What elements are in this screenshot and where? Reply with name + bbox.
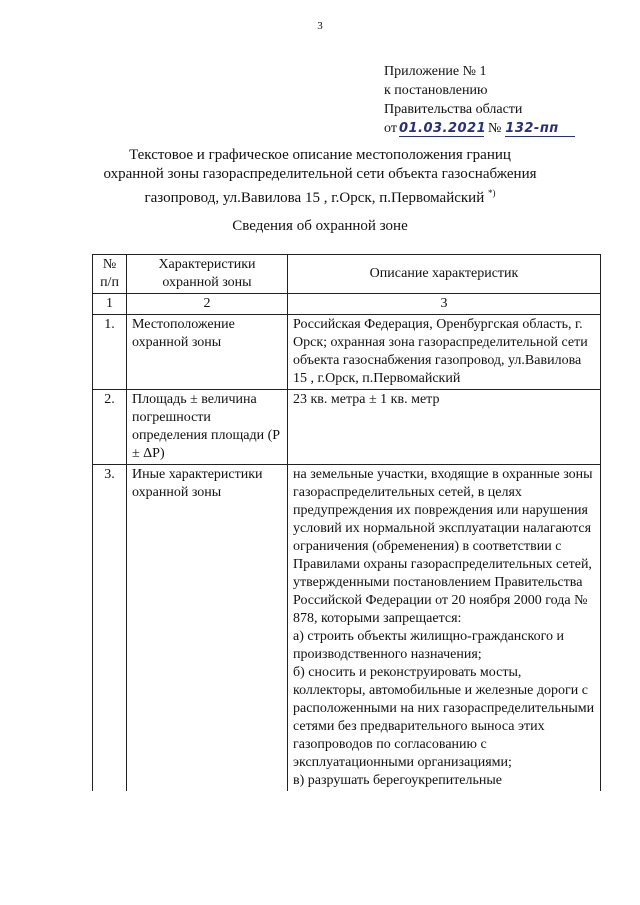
row-characteristic: Площадь ± величина погрешности определения площади (P ± ΔP) xyxy=(127,390,288,465)
appendix-line-1: Приложение № 1 xyxy=(384,64,487,79)
title-line-3-text: газопровод, ул.Вавилова 15 , г.Орск, п.Первомайский xyxy=(144,190,485,206)
header-characteristics: Характеристики охранной зоны xyxy=(127,255,288,294)
index-cell-2: 2 xyxy=(127,294,288,315)
number-sign: № xyxy=(487,121,502,136)
index-cell-1: 1 xyxy=(93,294,127,315)
row-description: 23 кв. метра ± 1 кв. метр xyxy=(288,390,601,465)
index-cell-3: 3 xyxy=(288,294,601,315)
appendix-block xyxy=(384,62,575,138)
document-title xyxy=(0,146,640,208)
prohibition-item-c: в) разрушать берегоукрепительные xyxy=(293,773,503,788)
row-characteristic: Местоположение охранной зоны xyxy=(127,315,288,390)
prohibition-item-a: а) строить объекты жилищно-гражданского и производственного назначения; xyxy=(293,629,564,662)
row-description-intro: на земельные участки, входящие в охранные зоны газораспределительных сетей, в целях предупреждения их повреждения или нарушения условий их нормальной эксплуатации налагаются ограничения (обременения) в соответствии с Правилами охраны газораспределительных сетей, утвержденными постановлением Правительства Российской Федерации от 20 ноября 2000 года № 878, которыми запрещается: xyxy=(293,467,593,626)
row-characteristic: Иные характеристики охранной зоны xyxy=(127,465,288,792)
title-line-3 xyxy=(0,184,640,208)
row-number: 3. xyxy=(93,465,127,792)
title-line-1: Текстовое и графическое описание местоположения границ xyxy=(129,147,511,163)
appendix-date-line xyxy=(384,119,575,138)
table-row xyxy=(93,315,601,390)
table-row xyxy=(93,390,601,465)
section-subtitle: Сведения об охранной зоне xyxy=(232,218,408,234)
row-description xyxy=(288,465,601,792)
page-number: 3 xyxy=(317,20,323,32)
appendix-line-2: к постановлению xyxy=(384,83,488,98)
footnote-mark: *) xyxy=(488,188,496,198)
title-line-2: охранной зоны газораспределительной сети объекта газоснабжения xyxy=(103,166,537,182)
date-prefix: от xyxy=(384,121,397,136)
prohibition-item-b: б) сносить и реконструировать мосты, коллекторы, автомобильные и железные дороги с расположенными на них газораспределительными сетями без предварительного выноса этих газопроводов по согласованию с эксплуатационными организациями; xyxy=(293,665,595,770)
table-row xyxy=(93,465,601,792)
handwritten-number: 132-пп xyxy=(505,121,575,137)
header-description: Описание характеристик xyxy=(288,255,601,294)
table-index-row xyxy=(93,294,601,315)
row-number: 1. xyxy=(93,315,127,390)
handwritten-date: 01.03.2021 xyxy=(398,121,487,136)
row-number: 2. xyxy=(93,390,127,465)
header-number: № п/п xyxy=(93,255,127,294)
table-header-row xyxy=(93,255,601,294)
row-description: Российская Федерация, Оренбургская область, г. Орск; охранная зона газораспределительной сети объекта газоснабжения газопровод, ул.Вавилова 15 , г.Орск, п.Первомайский xyxy=(288,315,601,390)
zone-info-table xyxy=(92,254,601,791)
appendix-line-3: Правительства области xyxy=(384,102,523,117)
